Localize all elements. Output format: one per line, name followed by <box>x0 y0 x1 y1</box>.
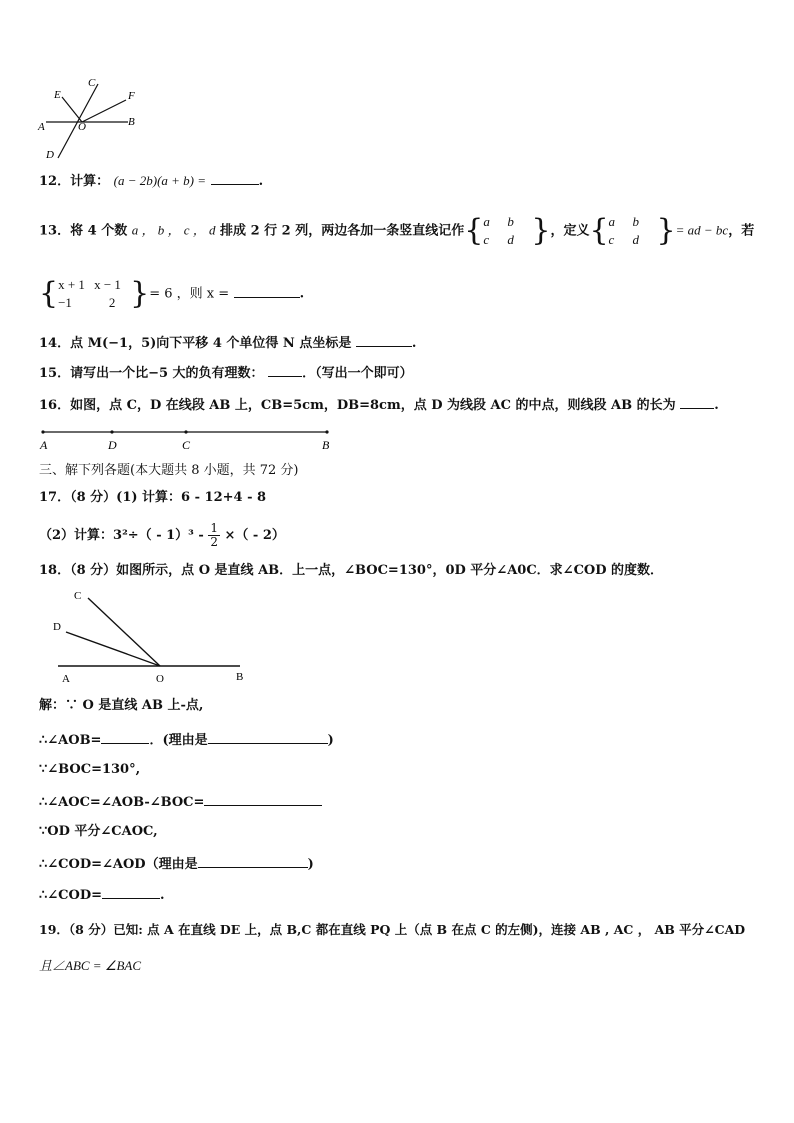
q18-number: 18． <box>39 563 71 578</box>
q19-text: （8 分）已知: 点 A 在直线 DE 上，点 B,C 都在直线 PQ 上（点 B 在点 C 的左侧)，连接 AB , AC ， AB 平分∠CAD <box>68 922 746 937</box>
q18-solution-line-6: ∴∠COD=∠AOD（理由是 ) <box>39 857 314 872</box>
q12-answer-blank[interactable] <box>211 172 259 185</box>
q18-label-O: O <box>156 673 164 685</box>
section-3-title: 三、解下列各题(本大题共 8 小题，共 72 分) <box>39 463 299 478</box>
question-13: 13．将 4 个数 a ， b ， c ， d 排成 2 行 2 列，两边各加一条竖直线记作{a b c d }，定义{a b c d }= ad − bc，若 <box>39 213 755 248</box>
q13-cond-matrix: x + 1 x − 1 −1 2 <box>58 277 121 310</box>
q18-label-B: B <box>236 671 244 683</box>
label-O: O <box>78 121 86 133</box>
question-15 <box>39 364 413 382</box>
angle-figure-q18 <box>48 586 258 686</box>
q17-part1: （8 分）(1) 计算：6 - 12+4 - 8 <box>70 490 267 505</box>
q13-matrix: a b c d <box>483 214 514 247</box>
q17-number: 17． <box>39 490 71 505</box>
question-14 <box>39 334 416 352</box>
q13-def-matrix: a b c d <box>608 214 640 247</box>
question-17 <box>39 490 266 506</box>
q16-text: 如图，点 C，D 在线段 AB 上，CB=5cm，DB=8cm，点 D 为线段 AC 的中点，则线段 AB 的长为 <box>70 398 676 413</box>
angle-figure-top <box>36 72 148 162</box>
q15-number: 15． <box>39 366 71 381</box>
q18-solution-line-2: ∴∠AOB= ．(理由是 ) <box>39 733 334 748</box>
q13-text3: ，定义 <box>550 223 590 239</box>
q13-condition-rhs: = 6 ，则 x = <box>149 286 230 302</box>
q18-solution-line-4: ∴∠AOC=∠AOB-∠BOC= <box>39 793 322 811</box>
q13-answer-blank[interactable] <box>234 285 300 298</box>
q12-number: 12． <box>39 174 71 189</box>
q14-end: . <box>411 336 417 351</box>
question-19-line2 <box>39 958 141 975</box>
q17-part2-b: ×（ - 2） <box>224 528 285 543</box>
seg-label-D: D <box>108 438 117 452</box>
q18-solution-line-7: ∴∠COD= . <box>39 888 165 903</box>
q15-answer-blank[interactable] <box>268 364 302 377</box>
q13-end: . <box>299 286 305 302</box>
q18-solution-line-5: ∵OD 平分∠CAOC, <box>39 824 158 839</box>
label-F: F <box>128 90 135 102</box>
q19-number: 19． <box>39 922 69 937</box>
label-A: A <box>38 121 45 133</box>
q12-text: 计算： <box>70 174 110 189</box>
q18-label-D: D <box>53 621 61 633</box>
q18-blank-aob[interactable] <box>101 731 149 744</box>
q16-answer-blank[interactable] <box>680 396 714 409</box>
q18-solution-line-3: ∵∠BOC=130°, <box>39 762 141 777</box>
q13-text2: 排成 2 行 2 列，两边各加一条竖直线记作 <box>220 223 465 239</box>
seg-label-B: B <box>322 438 330 452</box>
q18-blank-cod[interactable] <box>102 886 160 899</box>
question-16 <box>39 396 719 414</box>
q15-text: 请写出一个比−5 大的负有理数： <box>70 366 264 381</box>
q13-text1: 将 4 个数 <box>70 223 128 239</box>
q18-text: （8 分）如图所示，点 O 是直线 AB．上一点，∠BOC=130°，0D 平分∠A0C．求∠COD 的度数． <box>70 563 664 578</box>
seg-label-C: C <box>182 438 191 452</box>
q12-expression: (a − 2b)(a + b) = <box>113 173 207 188</box>
seg-label-A: A <box>40 438 48 452</box>
q14-number: 14． <box>39 336 71 351</box>
q19-text2: 且∠ABC = ∠BAC <box>39 958 142 973</box>
q16-number: 16． <box>39 398 71 413</box>
question-17-part2 <box>39 522 285 549</box>
q13-text4: ，若 <box>728 223 755 239</box>
question-19 <box>39 922 745 938</box>
q18-blank-aoc[interactable] <box>204 793 322 806</box>
q18-blank-reason-1[interactable] <box>208 731 328 744</box>
segment-figure <box>36 422 336 454</box>
q12-end: . <box>258 174 264 189</box>
q18-solution-line-1: 解：∵ O 是直线 AB 上-点, <box>39 698 204 713</box>
q16-end: . <box>714 398 719 413</box>
q18-label-A: A <box>62 673 70 685</box>
label-B: B <box>128 116 135 128</box>
q17-part2-a: （2）计算：3²÷（ - 1）³ - <box>39 528 204 543</box>
q13-number: 13． <box>39 223 71 239</box>
label-E: E <box>54 89 61 101</box>
q13-definition: = ad − bc <box>675 222 729 238</box>
q15-end: ．（写出一个即可） <box>302 366 413 381</box>
label-D: D <box>46 149 54 161</box>
q18-label-C: C <box>74 590 82 602</box>
q14-answer-blank[interactable] <box>356 334 412 347</box>
question-18 <box>39 563 663 579</box>
question-13-condition: {x + 1 x − 1 −1 2 }= 6 ，则 x = . <box>39 276 305 311</box>
question-12 <box>39 172 263 190</box>
label-C: C <box>88 77 96 89</box>
q17-fraction: $\frac{1}{2}$ <box>210 521 218 549</box>
q13-vars: a ， b ， c ， d <box>131 222 216 238</box>
q18-blank-reason-2[interactable] <box>198 855 308 868</box>
q14-text: 点 M(−1，5)向下平移 4 个单位得 N 点坐标是 <box>70 336 352 351</box>
